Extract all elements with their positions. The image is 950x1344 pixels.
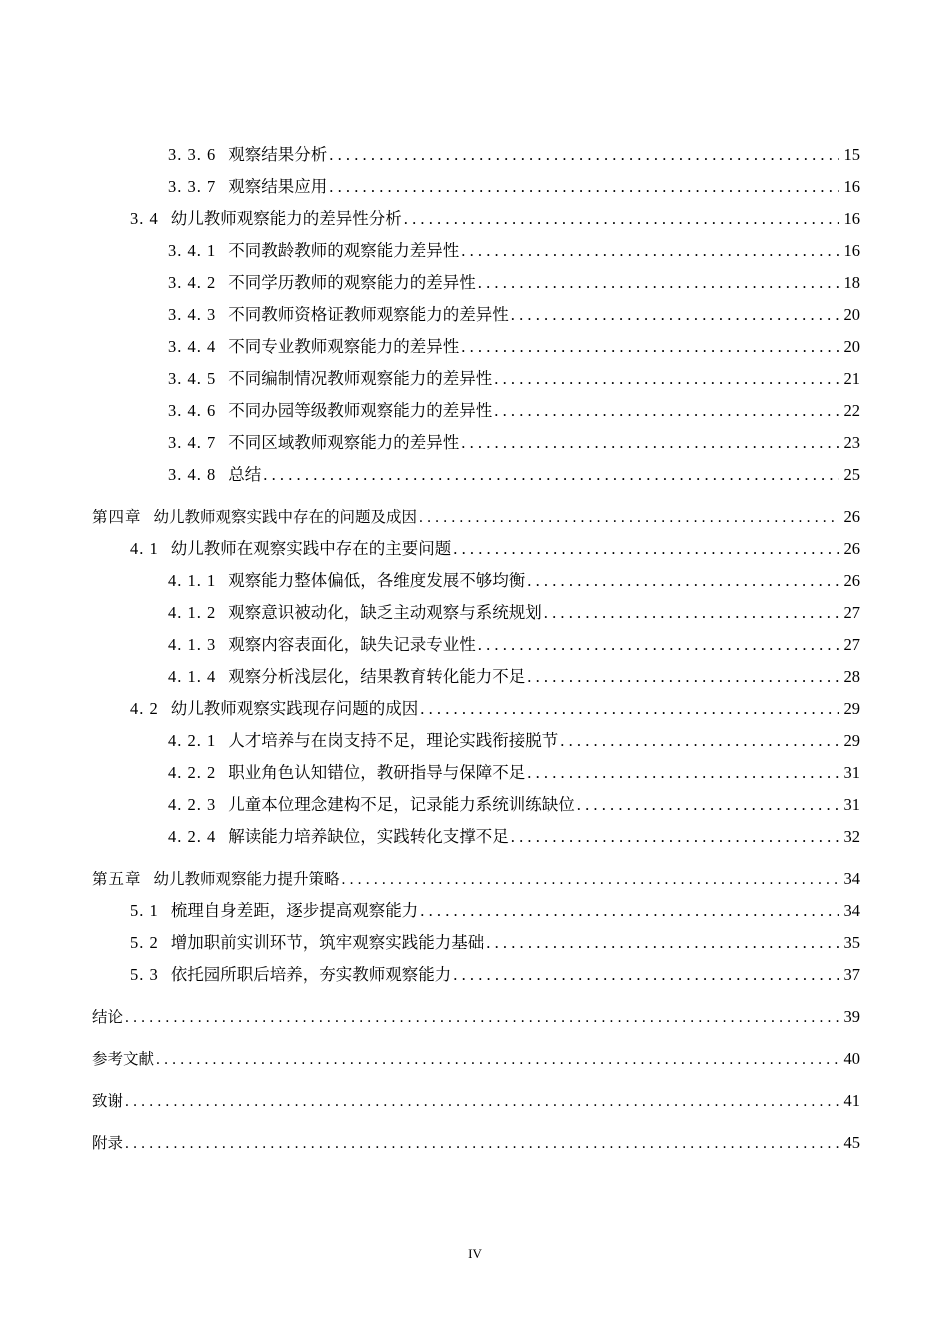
- toc-entry-number: 3. 4. 1: [168, 241, 217, 260]
- toc-entry-title: 幼儿教师观察能力的差异性分析: [170, 209, 402, 228]
- dot-leader: [577, 789, 839, 821]
- toc-entry[interactable]: [92, 789, 860, 821]
- toc-entry-title: 职业角色认知错位，教研指导与保障不足: [228, 763, 526, 782]
- toc-entry-title: 不同办园等级教师观察能力的差异性: [228, 401, 493, 420]
- toc-entry-title: 梳理自身差距，逐步提高观察能力: [170, 901, 419, 920]
- toc-entry-page: 16: [843, 241, 860, 260]
- toc-entry[interactable]: [92, 235, 860, 267]
- toc-entry-title: 观察分析浅层化，结果教育转化能力不足: [228, 667, 526, 686]
- toc-entry-number: 4. 1. 2: [168, 603, 217, 622]
- toc-entry-page: 29: [843, 699, 860, 718]
- toc-entry-title: 总结: [228, 465, 262, 484]
- toc-entry-number: 第五章: [92, 870, 142, 888]
- toc-entry[interactable]: [92, 459, 860, 491]
- toc-entry-number: 4. 1: [130, 539, 159, 558]
- toc-entry-page: 37: [843, 965, 860, 984]
- toc-entry-number: 3. 3. 7: [168, 177, 217, 196]
- toc-entry-page: 45: [843, 1133, 860, 1152]
- toc-entry-page: 16: [843, 209, 860, 228]
- toc-entry-title: 观察结果应用: [228, 177, 328, 196]
- toc-entry-title: 观察内容表面化，缺失记录专业性: [228, 635, 476, 654]
- toc-entry-number: 4. 1. 1: [168, 571, 217, 590]
- toc-entry-number: 4. 1. 3: [168, 635, 217, 654]
- toc-entry-number: 3. 4. 2: [168, 273, 217, 292]
- dot-leader: [494, 395, 839, 427]
- toc-entry-title: 解读能力培养缺位，实践转化支撑不足: [228, 827, 509, 846]
- toc-entry-title: 致谢: [92, 1092, 124, 1110]
- toc-entry-title: 观察能力整体偏低，各维度发展不够均衡: [228, 571, 526, 590]
- toc-entry-page: 16: [843, 177, 860, 196]
- toc-entry[interactable]: [92, 1127, 860, 1159]
- toc-entry-title: 增加职前实训环节，筑牢观察实践能力基础: [170, 933, 485, 952]
- toc-entry-page: 26: [843, 539, 860, 558]
- toc-entry-title: 儿童本位理念建构不足，记录能力系统训练缺位: [228, 795, 575, 814]
- toc-entry-title: 不同学历教师的观察能力的差异性: [228, 273, 476, 292]
- toc-entry-page: 22: [843, 401, 860, 420]
- toc-entry-number: 4. 2. 3: [168, 795, 217, 814]
- toc-entry[interactable]: [92, 725, 860, 757]
- toc-entry-page: 23: [843, 433, 860, 452]
- toc-entry-page: 26: [843, 571, 860, 590]
- toc-entry-number: 第四章: [92, 508, 142, 526]
- dot-leader: [420, 693, 839, 725]
- toc-entry-title: 不同专业教师观察能力的差异性: [228, 337, 460, 356]
- toc-entry-number: 5. 3: [130, 965, 159, 984]
- dot-leader: [494, 363, 839, 395]
- toc-entry-number: 4. 2. 4: [168, 827, 217, 846]
- toc-entry-number: 3. 4. 7: [168, 433, 217, 452]
- toc-entry-page: 31: [843, 795, 860, 814]
- toc-entry-page: 41: [843, 1091, 860, 1110]
- toc-entry-title: 幼儿教师观察实践中存在的问题及成因: [153, 508, 418, 526]
- toc-entry-number: 5. 1: [130, 901, 159, 920]
- toc-entry[interactable]: [92, 863, 860, 895]
- toc-entry-page: 35: [843, 933, 860, 952]
- toc-entry[interactable]: [92, 533, 860, 565]
- toc-entry-number: 3. 4: [130, 209, 159, 228]
- dot-leader: [527, 661, 839, 693]
- toc-entry[interactable]: [92, 427, 860, 459]
- dot-leader: [478, 267, 839, 299]
- toc-entry[interactable]: [92, 597, 860, 629]
- toc-entry[interactable]: [92, 821, 860, 853]
- toc-entry-page: 27: [843, 635, 860, 654]
- toc-entry-number: 3. 4. 4: [168, 337, 217, 356]
- toc-entry-number: 3. 4. 5: [168, 369, 217, 388]
- dot-leader: [527, 565, 839, 597]
- toc-entry-page: 20: [843, 305, 860, 324]
- toc-entry-title: 不同教师资格证教师观察能力的差异性: [228, 305, 509, 324]
- toc-entry-page: 25: [843, 465, 860, 484]
- dot-leader: [342, 864, 839, 896]
- dot-leader: [329, 139, 839, 171]
- toc-entry-page: 34: [843, 869, 860, 888]
- dot-leader: [486, 927, 839, 959]
- toc-entry[interactable]: [92, 1085, 860, 1117]
- toc-entry-number: 5. 2: [130, 933, 159, 952]
- toc-entry[interactable]: [92, 171, 860, 203]
- toc-entry-title: 不同编制情况教师观察能力的差异性: [228, 369, 493, 388]
- dot-leader: [453, 533, 839, 565]
- toc-entry[interactable]: [92, 331, 860, 363]
- toc-entry-title: 幼儿教师在观察实践中存在的主要问题: [170, 539, 452, 558]
- toc-entry[interactable]: [92, 693, 860, 725]
- table-of-contents: [92, 139, 860, 1159]
- toc-entry-number: 3. 4. 6: [168, 401, 217, 420]
- toc-entry[interactable]: [92, 363, 860, 395]
- toc-entry-number: 4. 1. 4: [168, 667, 217, 686]
- dot-leader: [263, 459, 839, 491]
- toc-entry-page: 21: [843, 369, 860, 388]
- toc-entry[interactable]: [92, 565, 860, 597]
- toc-entry-number: 4. 2. 1: [168, 731, 217, 750]
- toc-entry-page: 26: [843, 507, 860, 526]
- toc-entry-title: 参考文献: [92, 1050, 155, 1068]
- toc-entry-page: 15: [843, 145, 860, 164]
- toc-entry-page: 18: [843, 273, 860, 292]
- toc-entry[interactable]: [92, 395, 860, 427]
- toc-entry-number: 3. 3. 6: [168, 145, 217, 164]
- toc-entry-number: 4. 2: [130, 699, 159, 718]
- toc-entry-page: 20: [843, 337, 860, 356]
- dot-leader: [404, 203, 839, 235]
- toc-entry[interactable]: [92, 959, 860, 991]
- toc-entry-title: 幼儿教师观察实践现存问题的成因: [170, 699, 419, 718]
- dot-leader: [461, 427, 839, 459]
- toc-entry-number: 3. 4. 3: [168, 305, 217, 324]
- page-number-footer: IV: [468, 1246, 482, 1261]
- toc-entry-title: 结论: [92, 1008, 124, 1026]
- dot-leader: [419, 502, 839, 534]
- toc-entry-number: 3. 4. 8: [168, 465, 217, 484]
- dot-leader: [156, 1044, 839, 1076]
- dot-leader: [125, 1086, 839, 1118]
- toc-entry[interactable]: [92, 139, 860, 171]
- toc-entry-title: 观察意识被动化，缺乏主动观察与系统规划: [228, 603, 542, 622]
- toc-entry-number: 4. 2. 2: [168, 763, 217, 782]
- dot-leader: [125, 1128, 839, 1160]
- toc-entry[interactable]: [92, 927, 860, 959]
- dot-leader: [527, 757, 839, 789]
- toc-entry-page: 31: [843, 763, 860, 782]
- toc-entry[interactable]: [92, 501, 860, 533]
- dot-leader: [560, 725, 839, 757]
- dot-leader: [511, 299, 839, 331]
- toc-entry[interactable]: [92, 267, 860, 299]
- toc-entry[interactable]: [92, 203, 860, 235]
- toc-entry-page: 32: [843, 827, 860, 846]
- dot-leader: [544, 597, 839, 629]
- toc-entry-title: 幼儿教师观察能力提升策略: [153, 870, 340, 888]
- toc-entry[interactable]: [92, 1043, 860, 1075]
- dot-leader: [453, 959, 839, 991]
- toc-entry-title: 附录: [92, 1134, 124, 1152]
- dot-leader: [461, 331, 839, 363]
- toc-entry[interactable]: [92, 1001, 860, 1033]
- toc-entry[interactable]: [92, 757, 860, 789]
- dot-leader: [478, 629, 839, 661]
- toc-entry-title: 不同教龄教师的观察能力差异性: [228, 241, 460, 260]
- dot-leader: [329, 171, 839, 203]
- toc-entry-title: 观察结果分析: [228, 145, 328, 164]
- dot-leader: [125, 1002, 839, 1034]
- toc-entry-page: 28: [843, 667, 860, 686]
- toc-entry-page: 39: [843, 1007, 860, 1026]
- toc-entry[interactable]: [92, 629, 860, 661]
- toc-entry[interactable]: [92, 661, 860, 693]
- toc-entry-page: 34: [843, 901, 860, 920]
- toc-entry[interactable]: [92, 299, 860, 331]
- dot-leader: [420, 895, 839, 927]
- toc-entry[interactable]: [92, 895, 860, 927]
- toc-entry-page: 27: [843, 603, 860, 622]
- toc-entry-title: 人才培养与在岗支持不足，理论实践衔接脱节: [228, 731, 559, 750]
- toc-entry-page: 29: [843, 731, 860, 750]
- toc-entry-page: 40: [843, 1049, 860, 1068]
- toc-entry-title: 依托园所职后培养，夯实教师观察能力: [170, 965, 452, 984]
- dot-leader: [461, 235, 839, 267]
- toc-entry-title: 不同区域教师观察能力的差异性: [228, 433, 460, 452]
- dot-leader: [511, 821, 839, 853]
